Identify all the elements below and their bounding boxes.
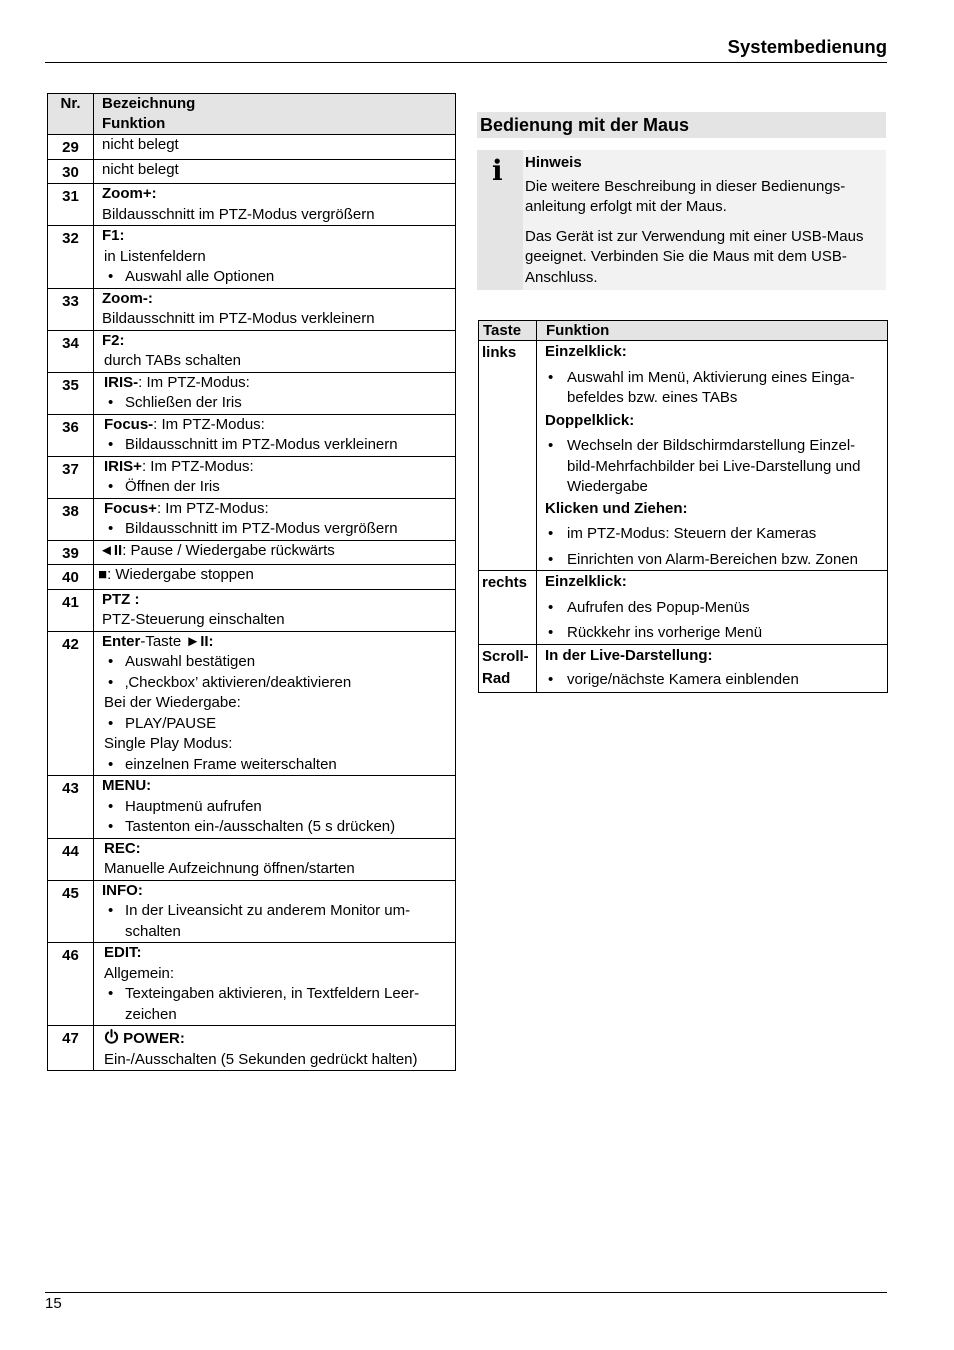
row-title: Focus- — [104, 415, 154, 433]
row-number: 39 — [48, 540, 94, 565]
table-row — [48, 498, 456, 540]
table-row — [48, 226, 456, 289]
row-number: 34 — [48, 330, 94, 372]
note-title: Hinweis — [525, 154, 582, 171]
row-number: 36 — [48, 414, 94, 456]
row-title: IRIS- — [104, 373, 139, 391]
row-description: Ein-/Ausschalten (5 Sekunden gedrückt halten) — [104, 1050, 418, 1068]
row-key: links — [479, 341, 537, 571]
footer-divider — [45, 1292, 887, 1293]
play-pause-icon: ►II: — [185, 632, 214, 650]
page-header-title: Systembedienung — [727, 36, 887, 57]
table-row — [48, 880, 456, 943]
row-description: Manuelle Aufzeichnung öffnen/starten — [104, 860, 355, 877]
row-title: F1: — [102, 227, 125, 244]
row-number: 32 — [48, 226, 94, 289]
table-row — [48, 288, 456, 330]
list-item: • Hauptmenü aufrufen — [102, 797, 451, 818]
list-item: • vorige/nächste Kamera einblenden — [545, 670, 883, 691]
table-row — [479, 341, 888, 571]
row-description: in Listenfeldern — [104, 247, 206, 265]
list-item: • Auswahl im Menü, Aktivierung eines Einga-befeldes bzw. eines TABs — [545, 368, 883, 409]
row-description: Bildausschnitt im PTZ-Modus vergrößern — [102, 205, 375, 223]
row-text: : Wiedergabe stoppen — [107, 566, 254, 583]
page-number: 15 — [45, 1295, 62, 1312]
table-row — [48, 184, 456, 226]
table-row — [48, 135, 456, 160]
row-number: 42 — [48, 631, 94, 776]
info-icon: i — [492, 154, 503, 187]
table-row — [479, 644, 888, 692]
row-title: Enter — [102, 632, 141, 650]
row-title: Zoom-: — [102, 289, 153, 307]
table-row — [48, 838, 456, 880]
table-row — [48, 159, 456, 184]
note-body — [525, 153, 881, 297]
row-number: 44 — [48, 838, 94, 880]
row-number: 29 — [48, 135, 94, 160]
col-header-bezeichnung-label: Bezeichnung — [102, 95, 196, 112]
row-number: 46 — [48, 943, 94, 1026]
table-row — [48, 943, 456, 1026]
row-title-rest: : Im PTZ-Modus: — [153, 415, 265, 433]
row-description: PTZ-Steuerung einschalten — [102, 611, 285, 628]
row-number: 33 — [48, 288, 94, 330]
function-subheading: In der Live-Darstellung: — [545, 646, 713, 664]
row-title: REC: — [104, 839, 141, 857]
table-row — [48, 414, 456, 456]
list-item: • Texteingaben aktivieren, in Textfeldern Leer-zeichen — [102, 984, 451, 1025]
row-number: 38 — [48, 498, 94, 540]
table-header-row — [48, 94, 456, 135]
row-key: rechts — [479, 571, 537, 645]
table-row — [48, 776, 456, 839]
row-description: durch TABs schalten — [104, 352, 242, 369]
table-row — [48, 565, 456, 590]
list-item: • Auswahl bestätigen — [102, 652, 451, 673]
list-item: • Bildausschnitt im PTZ-Modus verkleinern — [102, 435, 451, 456]
list-item: • Einrichten von Alarm-Bereichen bzw. Zonen — [545, 550, 883, 571]
row-title: EDIT: — [104, 944, 142, 961]
mouse-function-table — [478, 320, 888, 693]
row-number: 43 — [48, 776, 94, 839]
list-item: • einzelnen Frame weiterschalten — [102, 755, 451, 776]
row-description: Allgemein: — [104, 964, 175, 982]
list-item: • Öffnen der Iris — [102, 477, 451, 498]
row-number: 30 — [48, 159, 94, 184]
row-sublabel: Bei der Wiedergabe: — [104, 694, 241, 711]
col-header-bezeichnung — [94, 94, 456, 135]
list-item: • Schließen der Iris — [102, 393, 451, 414]
list-item: • In der Liveansicht zu anderem Monitor um-schalten — [102, 901, 451, 942]
row-key: Scroll- — [482, 647, 529, 665]
row-key: Rad — [482, 670, 511, 687]
row-title: IRIS+ — [104, 457, 142, 475]
list-item: • Auswahl alle Optionen — [102, 267, 451, 288]
row-title: PTZ : — [102, 590, 140, 608]
row-title: POWER: — [123, 1030, 185, 1047]
table-row — [48, 330, 456, 372]
row-title: Focus+ — [104, 499, 157, 517]
col-header-funktion-label: Funktion — [102, 115, 166, 132]
list-item: • Tastenton ein-/ausschalten (5 s drücken) — [102, 817, 451, 838]
col-header-nr: Nr. — [48, 94, 94, 135]
stop-icon: ■ — [98, 566, 108, 583]
table-row — [48, 1026, 456, 1071]
list-item: • PLAY/PAUSE — [102, 714, 451, 735]
row-text: nicht belegt — [94, 135, 456, 160]
row-title-rest: : Im PTZ-Modus: — [138, 373, 250, 391]
row-number: 35 — [48, 372, 94, 414]
row-number: 37 — [48, 456, 94, 498]
row-title: INFO: — [102, 881, 143, 899]
row-number: 47 — [48, 1026, 94, 1071]
info-note — [477, 150, 886, 290]
row-sublabel: Single Play Modus: — [104, 735, 233, 752]
row-title: Zoom+: — [102, 185, 157, 202]
table-row — [479, 571, 888, 645]
list-item: • im PTZ-Modus: Steuern der Kameras — [545, 524, 883, 545]
note-icon-column — [477, 150, 523, 290]
section-heading: Bedienung mit der Maus — [477, 112, 886, 138]
row-title-rest: : Im PTZ-Modus: — [141, 457, 254, 475]
table-row — [48, 372, 456, 414]
row-title-rest: -Taste — [140, 632, 186, 650]
note-paragraph: Das Gerät ist zur Verwendung mit einer USB-Maus geeignet. Verbinden Sie die Maus mit dem USB-Anschluss. — [525, 227, 864, 286]
row-title-rest: : Im PTZ-Modus: — [156, 499, 269, 517]
row-number: 45 — [48, 880, 94, 943]
col-header-funktion: Funktion — [537, 321, 888, 341]
col-header-taste: Taste — [479, 321, 537, 341]
key-function-table — [47, 93, 456, 1071]
table-row — [48, 456, 456, 498]
row-title: F2: — [102, 331, 125, 349]
row-number: 41 — [48, 589, 94, 631]
note-paragraph: Die weitere Beschreibung in dieser Bedienungs-anleitung erfolgt mit der Maus. — [525, 177, 846, 215]
function-subheading: Einzelklick: — [545, 343, 627, 360]
list-item: • Rückkehr ins vorherige Menü — [545, 623, 883, 644]
table-row — [48, 540, 456, 565]
function-subheading: Doppelklick: — [545, 411, 635, 429]
row-text: : Pause / Wiedergabe rückwärts — [122, 541, 335, 559]
reverse-pause-icon: ◄II — [99, 541, 123, 559]
list-item: • Aufrufen des Popup-Menüs — [545, 598, 883, 619]
row-number: 31 — [48, 184, 94, 226]
power-icon — [104, 1029, 119, 1045]
row-text: nicht belegt — [94, 159, 456, 184]
header-divider — [45, 62, 887, 63]
table-row — [48, 631, 456, 776]
list-item: • Wechseln der Bildschirmdarstellung Einzel-bild-Mehrfachbilder bei Live-Darstellung und Wiedergabe — [545, 436, 883, 498]
row-title: MENU: — [102, 777, 152, 794]
function-subheading: Klicken und Ziehen: — [545, 499, 688, 517]
table-row — [48, 589, 456, 631]
list-item: • Bildausschnitt im PTZ-Modus vergrößern — [102, 519, 451, 540]
function-subheading: Einzelklick: — [545, 573, 627, 590]
row-description: Bildausschnitt im PTZ-Modus verkleinern — [102, 310, 375, 327]
table-header-row — [479, 321, 888, 341]
row-number: 40 — [48, 565, 94, 590]
list-item: • ‚Checkbox’ aktivieren/deaktivieren — [102, 673, 451, 694]
